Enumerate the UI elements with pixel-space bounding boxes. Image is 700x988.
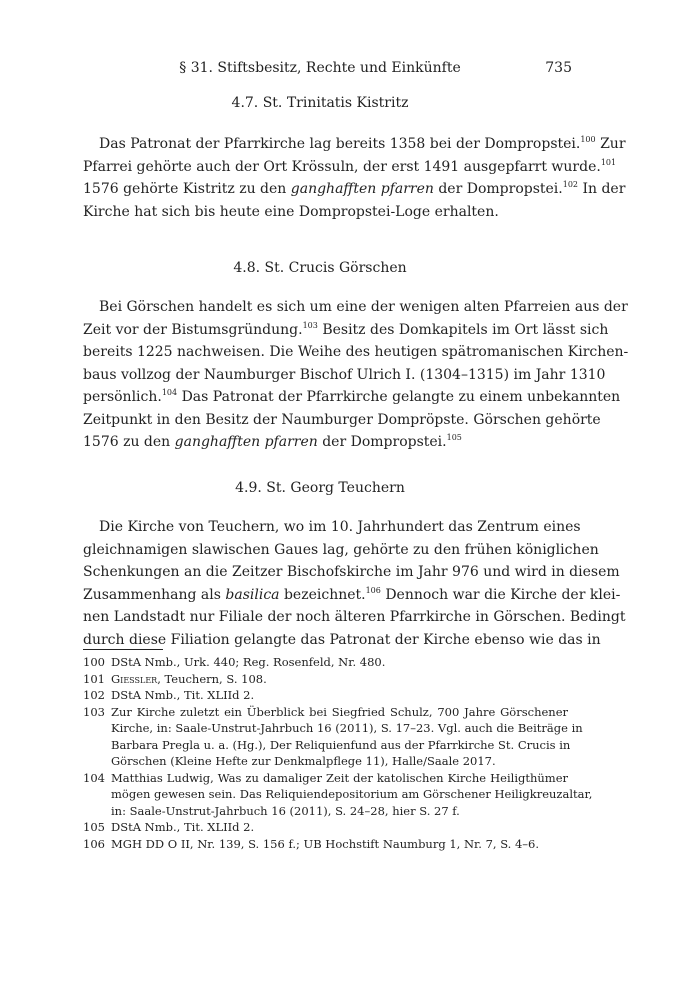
text-line: Das Patronat der Pfarrkirche lag bereits 1358 bei der Dompropstei.$^{100}$ Zur [99,135,626,152]
footnote [83,671,568,688]
footnote [83,770,593,820]
footnote-text: DStA Nmb., Tit. XLIId 2. [111,820,255,834]
footnote-number: 101 [83,671,105,686]
text-line: Zusammenhang als basilica bezeichnet.$^{106}$ Dennoch war die Kirche der klei- [83,585,621,603]
footnote-ref: 105 [446,433,462,442]
footnote-number: 106 [83,836,105,851]
footnote-text: mögen gewesen sein. Das Reliquiendepositorium am Görschener Heiligkreuzaltar, [111,787,593,801]
footnote-text: Görschen (Kleine Hefte zur Denkmalpflege 11), Halle/Saale 2017. [111,754,496,768]
section-heading: 4.8. St. Crucis Görschen [233,260,407,276]
footnote-ref: 104 [161,388,178,397]
text-line: baus vollzog der Naumburger Bischof Ulrich I. (1304–1315) im Jahr 1310 [83,366,606,383]
text-line: 1576 gehörte Kistritz zu den ganghafften pfarren der Dompropstei.$^{102}$ In der [83,180,626,197]
footnote-divider [83,649,163,650]
text-line: Schenkungen an die Zeitzer Bischofskirche im Jahr 976 und wird in diesem [83,564,620,580]
footnote-ref: 101 [600,157,617,167]
footnote-ref: 102 [562,180,579,189]
footnote [83,687,568,704]
text-line: persönlich.$^{104}$ Das Patronat der Pfarrkirche gelangte zu einem unbekannten [83,388,621,405]
section-paragraph [83,296,629,454]
footnote-text: DStA Nmb., Urk. 440; Reg. Rosenfeld, Nr. 480. [111,655,386,669]
footnote-text: Zur Kirche zuletzt ein Überblick bei Siegfried Schulz, 700 Jahre Görschener [111,704,568,719]
footnote-number: 100 [83,655,105,669]
section-paragraph [83,133,626,223]
page-number: 735 [545,60,572,76]
footnote-ref: 103 [302,320,318,330]
text-line: 1576 zu den ganghafften pfarren der Dompropstei.$^{105}$ [83,433,462,450]
footnote [83,704,583,770]
footnote-ref: 106 [365,585,381,595]
text-line: Zeitpunkt in den Besitz der Naumburger Dompröpste. Görschen gehörte [83,411,601,428]
footnote-text: in: Saale-Unstrut-Jahrbuch 16 (2011), S. 24–28, hier S. 27 f. [111,803,460,818]
text-line: durch diese Filiation gelangte das Patronat der Kirche ebenso wie das in [83,631,601,648]
text-line: Bei Görschen handelt es sich um eine der wenigen alten Pfarreien aus der [99,299,628,315]
text-line: Kirche hat sich bis heute eine Dompropstei-Loge erhalten. [83,203,499,220]
text-line: Die Kirche von Teuchern, wo im 10. Jahrhundert das Zentrum eines [99,519,581,535]
footnote-text: Kirche, in: Saale-Unstrut-Jahrbuch 16 (2011), S. 17–23. Vgl. auch die Beiträge in [111,721,583,735]
footnote-text: MGH DD O II, Nr. 139, S. 156 f.; UB Hochstift Naumburg 1, Nr. 7, S. 4–6. [111,836,540,851]
running-header [0,60,700,80]
footnote-text: Barbara Pregla u. a. (Hg.), Der Reliquienfund aus der Pfarrkirche St. Crucis in [111,737,571,752]
footnotes [83,654,593,852]
text-line: nen Landstadt nur Filiale der noch älteren Pfarrkirche in Görschen. Bedingt [83,609,626,625]
text-line: Pfarrei gehörte auch der Ort Krössuln, der erst 1491 ausgepfarrt wurde.$^{101}$ [83,157,617,175]
section-heading: 4.7. St. Trinitatis Kistritz [231,95,409,111]
footnote-ref: 100 [580,135,596,144]
footnote [83,836,568,853]
footnote-number: 105 [83,820,105,834]
text-line: Zeit vor der Bistumsgründung.$^{103}$ Besitz des Domkapitels im Ort lässt sich [83,320,609,338]
section-heading: 4.9. St. Georg Teuchern [235,480,405,496]
footnote [83,654,568,671]
footnote-number: 103 [83,704,105,719]
running-title: § 31. Stiftsbesitz, Rechte und Einkünfte [179,60,461,76]
footnote [83,819,568,836]
footnote-number: 104 [83,770,105,785]
text-line: gleichnamigen slawischen Gaues lag, gehörte zu den frühen königlichen [83,541,599,558]
footnote-number: 102 [83,688,105,702]
footnote-text: Matthias Ludwig, Was zu damaliger Zeit der katolischen Kirche Heiligthümer [111,770,568,785]
text-line: bereits 1225 nachweisen. Die Weihe des heutigen spätromanischen Kirchen- [83,344,629,360]
footnote-text: Giessler, Teuchern, S. 108. [111,671,267,686]
section-paragraph [83,516,626,651]
footnote-text: DStA Nmb., Tit. XLIId 2. [111,688,255,702]
